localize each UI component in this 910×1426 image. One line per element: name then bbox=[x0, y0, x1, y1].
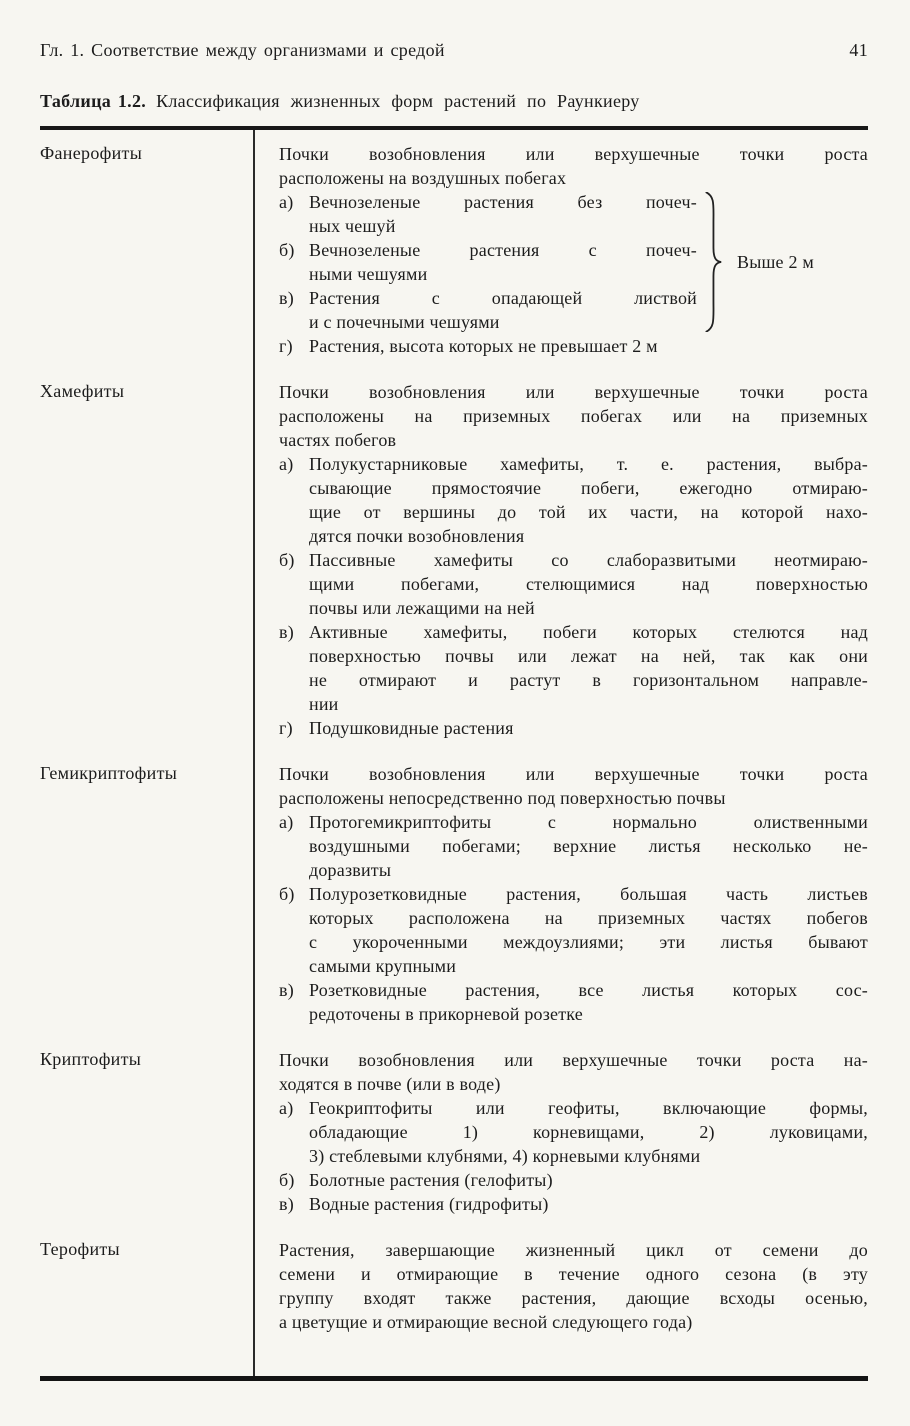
text-line: дятся почки возобновления bbox=[309, 526, 525, 546]
life-form-term: Гемикриптофиты bbox=[40, 763, 178, 783]
text-line: 3) стеблевыми клубнями, 4) корневыми клубнями bbox=[309, 1146, 701, 1166]
table-caption-text: Классификация жизненных форм растений по Раункиеру bbox=[156, 91, 640, 111]
text-line: и с почечными чешуями bbox=[309, 312, 500, 332]
description-intro bbox=[279, 380, 868, 452]
text-line: щими побегами, стелющимися над поверхностью bbox=[309, 574, 868, 594]
page-number: 41 bbox=[849, 40, 868, 60]
table-caption-label: Таблица 1.2. bbox=[40, 91, 147, 111]
text-line: Розетковидные растения, все листья которых сос- bbox=[309, 980, 868, 1000]
list-item bbox=[279, 548, 868, 620]
text-line: Растения, завершающие жизненный цикл от семени до bbox=[279, 1240, 868, 1260]
text-line: Почки возобновления или верхушечные точки роста bbox=[279, 144, 868, 164]
item-marker: б) bbox=[279, 240, 295, 260]
text-line: поверхностью почвы или лежат на ней, так как они bbox=[309, 646, 868, 666]
description-intro bbox=[279, 142, 868, 190]
text-line: нии bbox=[309, 694, 339, 714]
list-item bbox=[279, 620, 868, 716]
text-line: редоточены в прикорневой розетке bbox=[309, 1004, 583, 1024]
text-line: расположены на приземных побегах или на приземных bbox=[279, 406, 868, 426]
text-line: Водные растения (гидрофиты) bbox=[309, 1194, 549, 1214]
text-line: Активные хамефиты, побеги которых стелются над bbox=[309, 622, 868, 642]
text-line: Полурозетковидные растения, большая часть листьев bbox=[309, 884, 868, 904]
item-marker: а) bbox=[279, 812, 294, 832]
table-row bbox=[40, 1048, 868, 1216]
table-caption bbox=[40, 91, 868, 112]
description-intro bbox=[279, 1238, 868, 1334]
text-line: Вечнозеленые растения с почеч- bbox=[309, 240, 697, 260]
page-header bbox=[40, 40, 868, 61]
brace-grouped-items bbox=[279, 190, 697, 334]
brace-group bbox=[279, 190, 868, 334]
chapter-title: Гл. 1. Соответствие между организмами и средой bbox=[40, 40, 445, 60]
table-bottom-rule bbox=[40, 1376, 868, 1381]
text-line: а цветущие и отмирающие весной следующего года) bbox=[279, 1312, 693, 1332]
item-marker: г) bbox=[279, 336, 293, 356]
item-marker: б) bbox=[279, 1170, 295, 1190]
life-form-description bbox=[255, 142, 868, 358]
table-row bbox=[40, 1238, 868, 1334]
text-line: ходятся в почве (или в воде) bbox=[279, 1074, 501, 1094]
list-item bbox=[279, 286, 697, 334]
text-line: Почки возобновления или верхушечные точки роста bbox=[279, 382, 868, 402]
life-form-term: Терофиты bbox=[40, 1239, 120, 1259]
text-line: ными чешуями bbox=[309, 264, 428, 284]
list-item bbox=[279, 334, 868, 358]
item-marker: б) bbox=[279, 884, 295, 904]
list-item bbox=[279, 978, 868, 1026]
text-line: которых расположена на приземных частях побегов bbox=[309, 908, 868, 928]
list-item bbox=[279, 190, 697, 238]
text-line: Почки возобновления или верхушечные точки роста на- bbox=[279, 1050, 868, 1070]
list-item bbox=[279, 452, 868, 548]
text-line: самыми крупными bbox=[309, 956, 457, 976]
list-item bbox=[279, 882, 868, 978]
right-curly-brace-icon bbox=[703, 192, 723, 332]
text-line: частях побегов bbox=[279, 430, 397, 450]
text-line: расположены на воздушных побегах bbox=[279, 168, 567, 188]
text-line: Болотные растения (гелофиты) bbox=[309, 1170, 553, 1190]
text-line: Пассивные хамефиты со слаборазвитыми неотмираю- bbox=[309, 550, 868, 570]
life-forms-table bbox=[40, 130, 868, 1376]
item-marker: в) bbox=[279, 288, 294, 308]
list-item bbox=[279, 810, 868, 882]
list-item bbox=[279, 238, 697, 286]
text-line: почвы или лежащими на ней bbox=[309, 598, 535, 618]
life-form-description bbox=[255, 1048, 868, 1216]
text-line: Растения с опадающей листвой bbox=[309, 288, 697, 308]
text-line: с укороченными междоузлиями; эти листья бывают bbox=[309, 932, 868, 952]
text-line: Почки возобновления или верхушечные точки роста bbox=[279, 764, 868, 784]
item-marker: в) bbox=[279, 622, 294, 642]
text-line: не отмирают и растут в горизонтальном направле- bbox=[309, 670, 868, 690]
item-marker: г) bbox=[279, 718, 293, 738]
text-line: обладающие 1) корневищами, 2) луковицами, bbox=[309, 1122, 868, 1142]
brace-label: Выше 2 м bbox=[737, 252, 814, 272]
item-marker: в) bbox=[279, 980, 294, 1000]
text-line: доразвиты bbox=[309, 860, 392, 880]
text-line: Растения, высота которых не превышает 2 м bbox=[309, 336, 658, 356]
text-line: Геокриптофиты или геофиты, включающие формы, bbox=[309, 1098, 868, 1118]
item-marker: а) bbox=[279, 454, 294, 474]
text-line: группу входят также растения, дающие всходы осенью, bbox=[279, 1288, 868, 1308]
column-divider bbox=[253, 130, 255, 1376]
life-form-description bbox=[255, 380, 868, 740]
table-row bbox=[40, 142, 868, 358]
list-item bbox=[279, 1096, 868, 1168]
text-line: сывающие прямостоячие побеги, ежегодно отмираю- bbox=[309, 478, 868, 498]
text-line: щие от вершины до той их части, на которой нахо- bbox=[309, 502, 868, 522]
list-item bbox=[279, 1168, 868, 1192]
text-line: Полукустарниковые хамефиты, т. е. растения, выбра- bbox=[309, 454, 868, 474]
description-intro bbox=[279, 762, 868, 810]
life-form-description bbox=[255, 1238, 868, 1334]
text-line: ных чешуй bbox=[309, 216, 396, 236]
life-form-term: Фанерофиты bbox=[40, 143, 143, 163]
text-line: воздушными побегами; верхние листья несколько не- bbox=[309, 836, 868, 856]
list-item bbox=[279, 716, 868, 740]
table-row bbox=[40, 380, 868, 740]
text-line: Протогемикриптофиты с нормально олиственными bbox=[309, 812, 868, 832]
table-row bbox=[40, 762, 868, 1026]
item-marker: в) bbox=[279, 1194, 294, 1214]
text-line: Вечнозеленые растения без почеч- bbox=[309, 192, 697, 212]
life-form-term: Хамефиты bbox=[40, 381, 125, 401]
text-line: расположены непосредственно под поверхностью почвы bbox=[279, 788, 726, 808]
item-marker: а) bbox=[279, 1098, 294, 1118]
item-marker: б) bbox=[279, 550, 295, 570]
item-marker: а) bbox=[279, 192, 294, 212]
life-form-term: Криптофиты bbox=[40, 1049, 142, 1069]
text-line: семени и отмирающие в течение одного сезона (в эту bbox=[279, 1264, 868, 1284]
list-item bbox=[279, 1192, 868, 1216]
life-form-description bbox=[255, 762, 868, 1026]
description-intro bbox=[279, 1048, 868, 1096]
text-line: Подушковидные растения bbox=[309, 718, 514, 738]
